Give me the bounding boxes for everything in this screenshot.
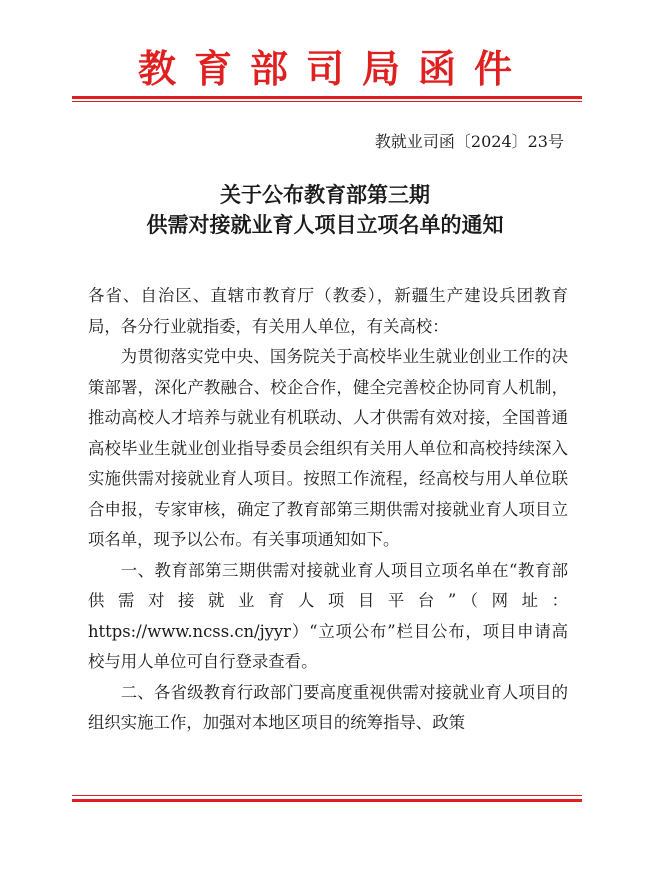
document-body xyxy=(88,281,568,739)
document-title-line2: 供需对接就业育人项目立项名单的通知 xyxy=(146,212,504,237)
salutation: 各省、自治区、直辖市教育厅（教委），新疆生产建设兵团教育局，各分行业就指委，有关用人单位，有关高校： xyxy=(88,286,568,336)
document-title-line1: 关于公布教育部第三期 xyxy=(220,182,430,207)
item-2: 二、各省级教育行政部门要高度重视供需对接就业育人项目的组织实施工作，加强对本地区项目的统筹指导、政策 xyxy=(88,682,568,732)
footer-rule-thick xyxy=(72,799,582,802)
document-title xyxy=(0,180,650,240)
footer-rule-thin xyxy=(72,795,582,796)
item-1: 一、教育部第三期供需对接就业育人项目立项名单在“教育部供需对接就业育人项目平台”（网址：https://www.ncss.cn/jyyr）“立项公布”栏目公布，项目申请高校与用人单位可自行登录查看。 xyxy=(88,560,568,671)
letterhead-top-rule-thick xyxy=(72,96,582,99)
letterhead-title: 教育部司局函件 xyxy=(137,46,530,91)
letterhead-top-rule-thin xyxy=(72,101,582,102)
document-number: 教就业司函〔2024〕23号 xyxy=(374,132,564,151)
paragraph-intro: 为贯彻落实党中央、国务院关于高校毕业生就业创业工作的决策部署，深化产教融合、校企合作，健全完善校企协同育人机制，推动高校人才培养与就业有机联动、人才供需有效对接，全国普通高校毕业生就业创业指导委员会组织有关用人单位和高校持续深入实施供需对接就业育人项目。按照工作流程，经高校与用人单位联合申报，专家审核，确定了教育部第三期供需对接就业育人项目立项名单，现予以公布。有关事项通知如下。 xyxy=(88,347,568,549)
